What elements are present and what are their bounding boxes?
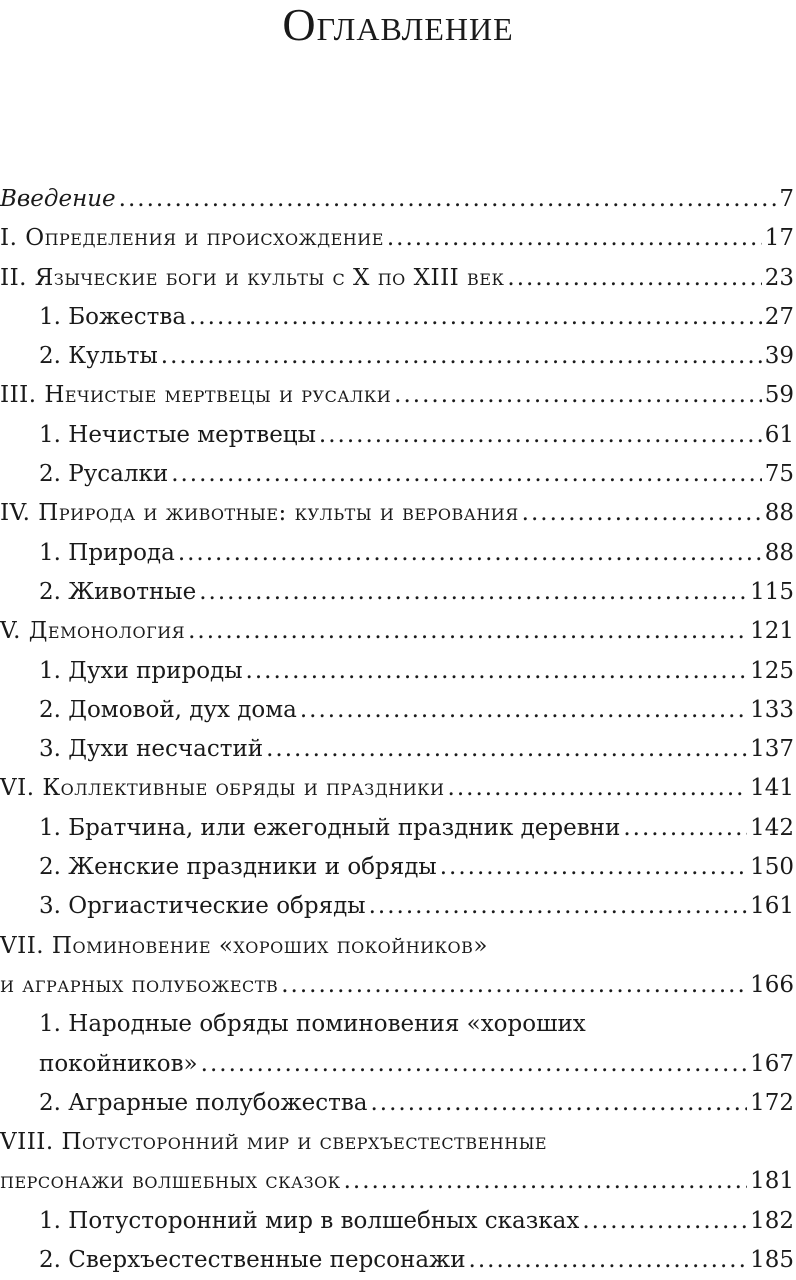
toc-entry-label: IV. Природа и животные: культы и верования bbox=[0, 500, 519, 527]
toc-entry-page: 7 bbox=[779, 186, 794, 212]
toc-entry-page: 121 bbox=[750, 618, 794, 645]
toc-entry-page: 17 bbox=[764, 225, 794, 252]
toc-entry-label: 3. Оргиастические обряды bbox=[39, 893, 366, 920]
dot-leader bbox=[369, 887, 748, 926]
toc-entry-page: 61 bbox=[764, 421, 794, 448]
toc-entry-page: 88 bbox=[764, 500, 794, 527]
dot-leader bbox=[266, 730, 747, 769]
toc-entry-page: 182 bbox=[750, 1207, 794, 1234]
dot-leader bbox=[582, 1202, 747, 1241]
toc-entry-page: 75 bbox=[764, 461, 794, 488]
toc-entry-label: II. Языческие боги и культы с X по XIII век bbox=[0, 264, 505, 291]
toc-entry-page: 133 bbox=[750, 696, 794, 723]
dot-leader bbox=[507, 259, 761, 298]
toc-entry-label: 1. Божества bbox=[39, 303, 187, 330]
toc-entry bbox=[0, 494, 794, 533]
dot-leader bbox=[199, 573, 747, 612]
toc-entry bbox=[0, 219, 794, 258]
toc-entry-label: VII. Поминовение «хороших покойников» bbox=[0, 932, 488, 959]
toc-entry-label: 1. Братчина, или ежегодный праздник деревни bbox=[39, 814, 621, 841]
dot-leader bbox=[171, 455, 762, 494]
toc-entry-page: 150 bbox=[750, 854, 794, 881]
toc-entry-label: VI. Коллективные обряды и праздники bbox=[0, 775, 445, 802]
toc-entry-label: III. Нечистые мертвецы и русалки bbox=[0, 382, 392, 409]
toc-entry bbox=[0, 1241, 794, 1280]
toc-entry-page: 181 bbox=[750, 1168, 794, 1195]
dot-leader bbox=[623, 809, 747, 848]
toc-entry-page: 141 bbox=[750, 775, 794, 802]
toc-entry-first-line bbox=[0, 1123, 794, 1162]
toc-entry-page: 39 bbox=[764, 343, 794, 370]
toc-entry bbox=[0, 259, 794, 298]
toc-entry-page: 27 bbox=[764, 303, 794, 330]
toc-entry bbox=[0, 573, 794, 612]
toc-entry bbox=[0, 298, 794, 337]
toc-entry-page: 161 bbox=[750, 893, 794, 920]
dot-leader bbox=[246, 652, 748, 691]
dot-leader bbox=[469, 1241, 748, 1280]
toc-entry-label: 2. Сверхъестественные персонажи bbox=[39, 1247, 466, 1274]
toc-entry-label: 1. Народные обряды поминовения «хороших bbox=[39, 1011, 586, 1038]
toc-entry-page: 166 bbox=[750, 971, 794, 998]
toc-entry-first-line bbox=[0, 927, 794, 966]
toc-entry bbox=[0, 1162, 794, 1201]
toc-entry-first-line bbox=[0, 1005, 794, 1044]
dot-leader bbox=[387, 219, 762, 258]
dot-leader bbox=[178, 534, 762, 573]
dot-leader bbox=[300, 691, 747, 730]
toc-entry bbox=[0, 1045, 794, 1084]
toc-entry bbox=[0, 1202, 794, 1241]
dot-leader bbox=[394, 376, 762, 415]
toc-entry bbox=[0, 966, 794, 1005]
toc-entry-page: 167 bbox=[750, 1050, 794, 1077]
toc-entry-label: покойников» bbox=[39, 1050, 198, 1077]
dot-leader bbox=[440, 848, 747, 887]
toc-entry bbox=[0, 809, 794, 848]
dot-leader bbox=[522, 494, 762, 533]
page-title: Оглавление bbox=[282, 0, 514, 50]
dot-leader bbox=[201, 1045, 747, 1084]
toc-entry-page: 125 bbox=[750, 657, 794, 684]
dot-leader bbox=[188, 612, 747, 651]
toc-entry-label: 2. Культы bbox=[39, 343, 158, 370]
toc-entry bbox=[0, 730, 794, 769]
toc-entry bbox=[0, 887, 794, 926]
dot-leader bbox=[344, 1162, 747, 1201]
toc-entry-page: 137 bbox=[750, 736, 794, 763]
toc-entry-label: 2. Русалки bbox=[39, 461, 169, 488]
toc-entry-page: 23 bbox=[764, 264, 794, 291]
toc-entry bbox=[0, 848, 794, 887]
toc-entry-label: 1. Духи природы bbox=[39, 657, 243, 684]
toc-entry-label: VIII. Потусторонний мир и сверхъестественные bbox=[0, 1129, 548, 1156]
toc-entry bbox=[0, 534, 794, 573]
toc-entry bbox=[0, 455, 794, 494]
dot-leader bbox=[189, 298, 762, 337]
toc-entry-label: 2. Животные bbox=[39, 578, 197, 605]
toc-entry-label: персонажи волшебных сказок bbox=[0, 1168, 341, 1195]
toc-entry bbox=[0, 180, 794, 219]
toc-entry bbox=[0, 612, 794, 651]
toc-entry-label: 1. Потусторонний мир в волшебных сказках bbox=[39, 1207, 580, 1234]
toc-entry bbox=[0, 769, 794, 808]
dot-leader bbox=[319, 416, 762, 455]
toc-entry-label: 2. Аграрные полубожества bbox=[39, 1089, 368, 1116]
toc-entry-page: 172 bbox=[750, 1089, 794, 1116]
toc-entry bbox=[0, 691, 794, 730]
toc-entry bbox=[0, 416, 794, 455]
table-of-contents bbox=[0, 180, 794, 1280]
toc-entry-page: 115 bbox=[750, 578, 794, 605]
toc-entry bbox=[0, 376, 794, 415]
toc-entry-page: 185 bbox=[750, 1247, 794, 1274]
toc-entry-label: V. Демонология bbox=[0, 618, 186, 645]
toc-entry-label: 2. Домовой, дух дома bbox=[39, 696, 297, 723]
toc-entry bbox=[0, 1084, 794, 1123]
dot-leader bbox=[281, 966, 747, 1005]
toc-entry-page: 88 bbox=[764, 539, 794, 566]
toc-entry-label: 1. Нечистые мертвецы bbox=[39, 421, 316, 448]
toc-entry-label: и аграрных полубожеств bbox=[0, 971, 279, 998]
toc-entry bbox=[0, 652, 794, 691]
toc-entry-page: 59 bbox=[764, 382, 794, 409]
toc-entry bbox=[0, 337, 794, 376]
dot-leader bbox=[448, 769, 748, 808]
dot-leader bbox=[119, 180, 777, 219]
toc-entry-label: I. Определения и происхождение bbox=[0, 225, 384, 252]
dot-leader bbox=[371, 1084, 748, 1123]
toc-entry-label: 3. Духи несчастий bbox=[39, 736, 264, 763]
toc-entry-label: 1. Природа bbox=[39, 539, 175, 566]
toc-entry-page: 142 bbox=[750, 814, 794, 841]
toc-entry-label: 2. Женские праздники и обряды bbox=[39, 854, 437, 881]
toc-entry-label: Введение bbox=[0, 186, 116, 212]
dot-leader bbox=[161, 337, 762, 376]
